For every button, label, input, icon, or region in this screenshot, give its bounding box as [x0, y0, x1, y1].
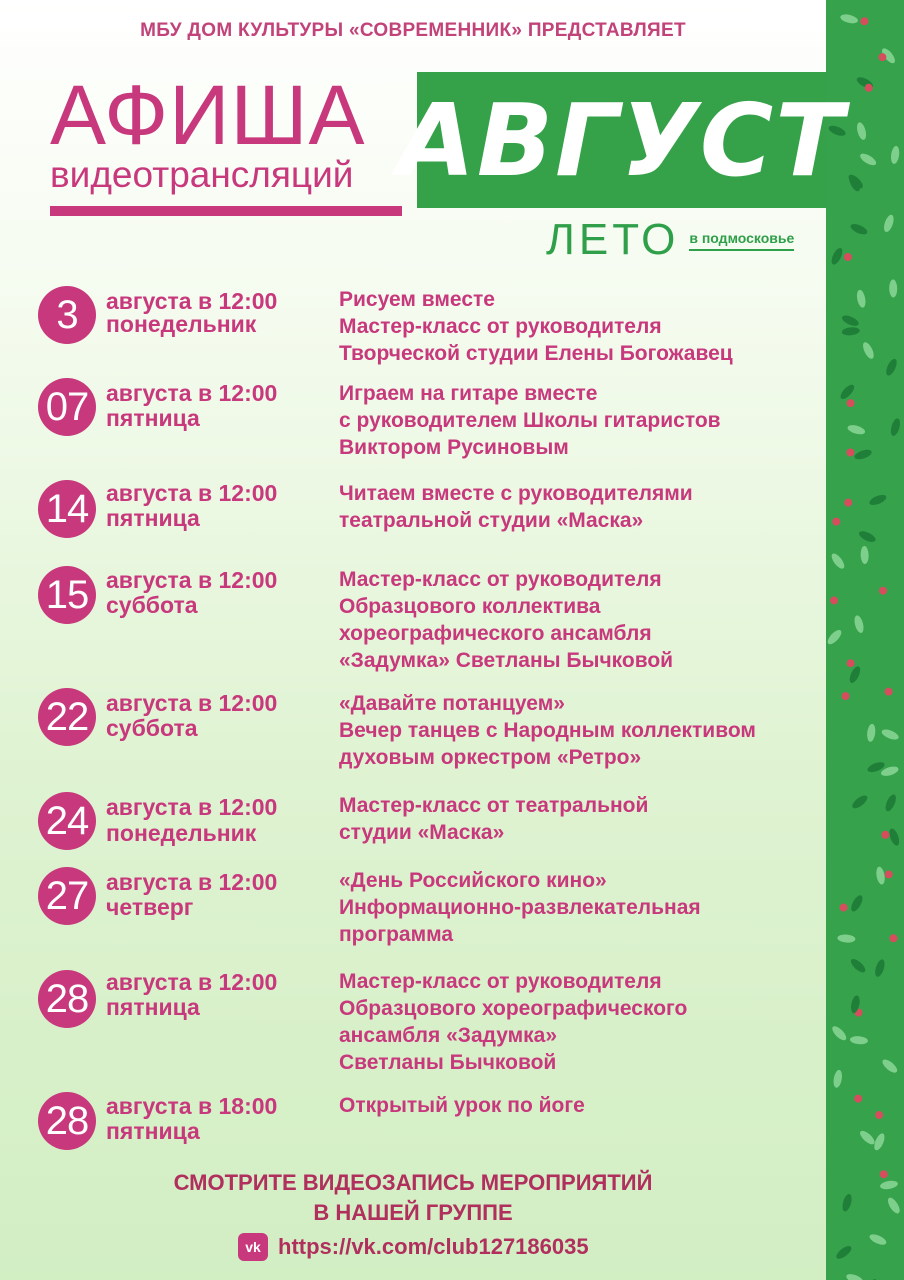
event-description: Мастер-класс от руководителя Образцового хореографического ансамбля «Задумка» Светланы Бычковой: [339, 970, 688, 1074]
leaf-shape: [857, 529, 877, 544]
leaf-shape: [829, 246, 844, 266]
event-description: «Давайте потанцуем» Вечер танцев с Народным коллективом духовым оркестром «Ретро»: [339, 692, 756, 769]
day-badge: 27: [38, 867, 96, 925]
event-time: августа в 12:00: [106, 969, 278, 995]
leaf-shape: [886, 1196, 902, 1216]
leaf-shape: [839, 13, 858, 25]
leaf-shape: [830, 1024, 848, 1042]
leaf-shape: [841, 326, 860, 336]
event-time: августа в 12:00: [106, 288, 278, 314]
berry-shape: [847, 659, 855, 667]
event-weekday: пятница: [106, 505, 200, 531]
event-time: августа в 12:00: [106, 567, 278, 593]
leaf-shape: [829, 552, 846, 571]
event-weekday: суббота: [106, 592, 198, 618]
leaf-shape: [841, 313, 861, 328]
day-badge: 22: [38, 688, 96, 746]
berry-shape: [880, 1170, 888, 1178]
leto-subtitle: в подмосковье: [689, 230, 794, 251]
footer-text: [0, 1168, 826, 1228]
leaf-shape: [875, 866, 886, 885]
leaf-shape: [879, 1179, 898, 1190]
leaf-shape: [887, 827, 901, 847]
leaf-shape: [858, 1129, 877, 1147]
footer-line-1: СМОТРИТЕ ВИДЕОЗАПИСЬ МЕРОПРИЯТИЙ: [173, 1170, 653, 1195]
vk-icon: vk: [238, 1233, 268, 1261]
berry-shape: [860, 17, 868, 25]
leaf-shape: [861, 341, 876, 361]
leaf-shape: [855, 121, 867, 140]
event-weekday: четверг: [106, 894, 194, 920]
title-underline: [50, 206, 402, 216]
footer-line-2: В НАШЕЙ ГРУППЕ: [313, 1200, 513, 1225]
berry-shape: [830, 596, 838, 604]
leto-word: ЛЕТО: [546, 215, 680, 264]
event-time: августа в 12:00: [106, 794, 278, 820]
event-weekday: суббота: [106, 715, 198, 741]
day-badge: 14: [38, 480, 96, 538]
berry-shape: [854, 1095, 862, 1103]
leaf-shape: [837, 934, 856, 943]
day-badge: 15: [38, 566, 96, 624]
leaf-shape: [882, 214, 895, 234]
berry-shape: [878, 53, 886, 61]
berry-shape: [875, 1111, 883, 1119]
berry-shape: [865, 84, 873, 92]
event-time: августа в 12:00: [106, 380, 278, 406]
leaf-shape: [849, 894, 865, 914]
leaf-shape: [889, 417, 902, 437]
leaf-shape: [880, 1057, 899, 1075]
leaf-shape: [889, 279, 897, 297]
leaf-shape: [853, 448, 873, 461]
berry-shape: [840, 904, 848, 912]
leaf-shape: [858, 151, 878, 167]
leaf-shape: [834, 1244, 853, 1261]
event-description: Играем на гитаре вместе с руководителем Школы гитаристов Виктором Русиновым: [339, 382, 721, 459]
berry-shape: [885, 688, 893, 696]
event-weekday: понедельник: [106, 311, 257, 337]
leaf-shape: [849, 222, 869, 237]
leaf-shape: [866, 723, 876, 742]
leaf-shape: [847, 423, 867, 436]
leaf-shape: [890, 145, 900, 164]
leaf-shape: [860, 546, 869, 564]
event-time: августа в 12:00: [106, 480, 278, 506]
vk-group-link[interactable]: https://vk.com/club127186035: [278, 1234, 589, 1259]
leaf-shape: [848, 665, 863, 685]
event-description: «День Российского кино» Информационно-развлекательная программа: [339, 869, 701, 946]
berry-shape: [881, 831, 889, 839]
berry-shape: [879, 587, 887, 595]
berry-shape: [889, 934, 897, 942]
leto-logo: [546, 215, 795, 264]
leaf-shape: [868, 493, 888, 507]
event-time: августа в 18:00: [106, 1093, 278, 1119]
berry-shape: [847, 399, 855, 407]
page-subtitle: видеотрансляций: [50, 154, 354, 195]
day-badge: 28: [38, 970, 96, 1028]
event-description: Мастер-класс от руководителя Образцового коллектива хореографического ансамбля «Задумка» Светланы Бычковой: [339, 568, 674, 672]
leaf-shape: [838, 383, 856, 402]
leaf-shape: [841, 1193, 854, 1213]
leaf-shape: [850, 1035, 869, 1045]
berry-shape: [885, 870, 893, 878]
leaf-shape: [884, 357, 899, 377]
event-weekday: пятница: [106, 1118, 200, 1144]
presenter-line: МБУ ДОМ КУЛЬТУРЫ «СОВРЕМЕННИК» ПРЕДСТАВЛЯЕТ: [140, 20, 686, 41]
leaf-shape: [849, 957, 868, 975]
event-weekday: понедельник: [106, 820, 257, 846]
event-weekday: пятница: [106, 994, 200, 1020]
day-badge: 28: [38, 1092, 96, 1150]
leaf-shape: [883, 793, 898, 813]
leaf-shape: [832, 1069, 843, 1088]
leaf-shape: [880, 727, 900, 741]
leaf-shape: [845, 1272, 865, 1280]
leaf-shape: [853, 614, 865, 633]
leaf-shape: [856, 289, 867, 308]
berry-shape: [832, 518, 840, 526]
event-description: Открытый урок по йоге: [339, 1094, 585, 1117]
event-time: августа в 12:00: [106, 690, 278, 716]
event-description: Рисуем вместе Мастер-класс от руководителя Творческой студии Елены Богожавец: [339, 288, 733, 365]
berry-shape: [844, 253, 852, 261]
leaf-shape: [868, 1232, 888, 1247]
event-description: Читаем вместе с руководителями театральной студии «Маска»: [339, 482, 693, 532]
day-badge: 3: [38, 286, 96, 344]
leaf-shape: [850, 793, 869, 810]
day-badge: 07: [38, 378, 96, 436]
afisha-block: [50, 68, 402, 216]
event-description: Мастер-класс от театральной студии «Маска»: [339, 794, 649, 844]
berry-shape: [842, 692, 850, 700]
page-title: АФИША: [50, 68, 366, 162]
month-banner: [397, 72, 846, 208]
leaf-shape: [873, 958, 886, 978]
berry-shape: [846, 448, 854, 456]
berry-shape: [844, 499, 852, 507]
event-weekday: пятница: [106, 405, 200, 431]
day-badge: 24: [38, 792, 96, 850]
event-time: августа в 12:00: [106, 869, 278, 895]
month-label: АВГУСТ: [397, 81, 846, 199]
vk-link-row[interactable]: [238, 1233, 589, 1261]
